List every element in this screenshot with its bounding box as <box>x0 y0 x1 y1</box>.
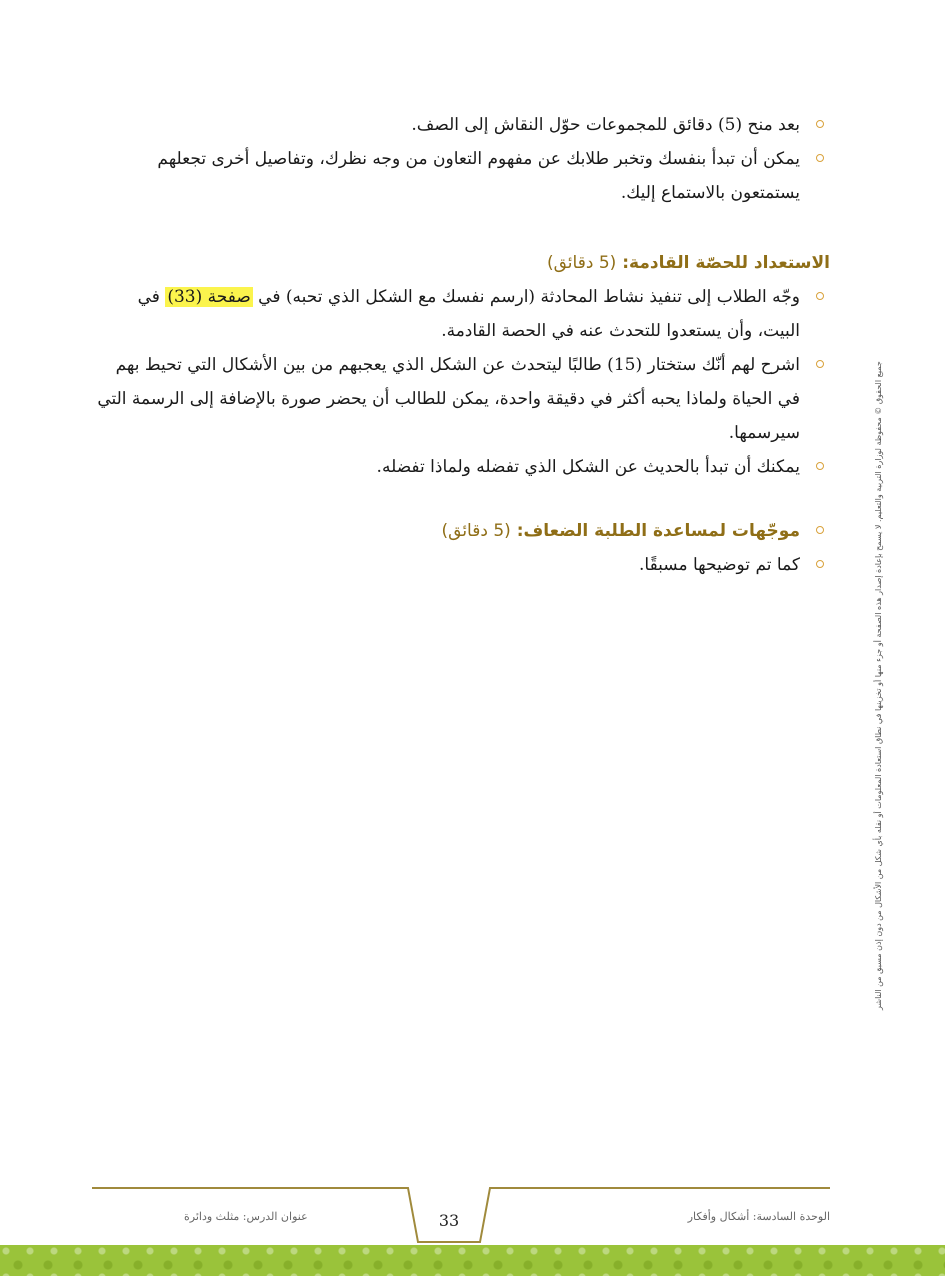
bullet-text: كما تم توضيحها مسبقًا. <box>638 555 800 575</box>
section-heading-weak-students <box>90 514 830 548</box>
section-heading-prep <box>90 246 830 280</box>
section-time: (5 دقائق) <box>441 521 511 541</box>
lesson-content <box>90 108 830 582</box>
bullet-icon <box>816 526 824 534</box>
bullet-text-after: في البيت، وأن يستعدوا للتحدث عنه في الحصة القادمة. <box>137 287 800 341</box>
bullet-icon <box>816 360 824 368</box>
bullet-icon <box>816 120 824 128</box>
section-title: موجّهات لمساعدة الطلبة الضعاف: <box>516 521 800 541</box>
bullet-text: يمكنك أن تبدأ بالحديث عن الشكل الذي تفضله ولماذا تفضله. <box>376 457 800 477</box>
copyright-text: جميع الحقوق © محفوظة لوزارة التربية والتعليم. لا يسمح بإعادة إصدار هذه الصفحة أو جزء منها أو تخزينها في نطاق استعادة المعلومات أو نقله بأي شكل من الأشكال من دون إذن مسبق من الناشر <box>874 361 883 1010</box>
bullet-icon <box>816 154 824 162</box>
section-time: (5 دقائق) <box>547 253 617 273</box>
bullet-text: يمكن أن تبدأ بنفسك وتخبر طلابك عن مفهوم التعاون من وجه نظرك، وتفاصيل أخرى تجعلهم يستمتعون بالاستماع إليك. <box>157 149 800 203</box>
list-item <box>90 280 830 348</box>
page-reference-highlight: صفحة (33) <box>167 287 251 307</box>
bullet-icon <box>816 462 824 470</box>
bullet-icon <box>816 292 824 300</box>
bullet-icon <box>816 560 824 568</box>
bullet-text-before: وجّه الطلاب إلى تنفيذ نشاط المحادثة (ارسم نفسك مع الشكل الذي تحبه) في <box>252 287 800 307</box>
section-title: الاستعداد للحصّة القادمة: <box>622 253 830 273</box>
copyright-side-note <box>874 300 888 1010</box>
list-item <box>90 108 830 142</box>
list-item <box>90 348 830 450</box>
bullet-text: بعد منح (5) دقائق للمجموعات حوّل النقاش إلى الصف. <box>411 115 800 135</box>
footer-unit-title: الوحدة السادسة: أشكال وأفكار <box>687 1210 830 1223</box>
footer-lesson-title: عنوان الدرس: مثلث ودائرة <box>184 1210 308 1223</box>
bullet-text: اشرح لهم أنّك ستختار (15) طالبًا ليتحدث عن الشكل الذي يعجبهم من بين الأشكال التي تحيط بهم في الحياة ولماذا يحبه أكثر في دقيقة واحدة، يمكن للطالب أن يحضر صورة بالإضافة إلى الرسمة التي سيرسمها. <box>97 355 800 443</box>
decorative-green-strip <box>0 1245 945 1276</box>
list-item <box>90 142 830 210</box>
list-item <box>90 548 830 582</box>
list-item <box>90 450 830 484</box>
page-number: 33 <box>438 1211 460 1230</box>
